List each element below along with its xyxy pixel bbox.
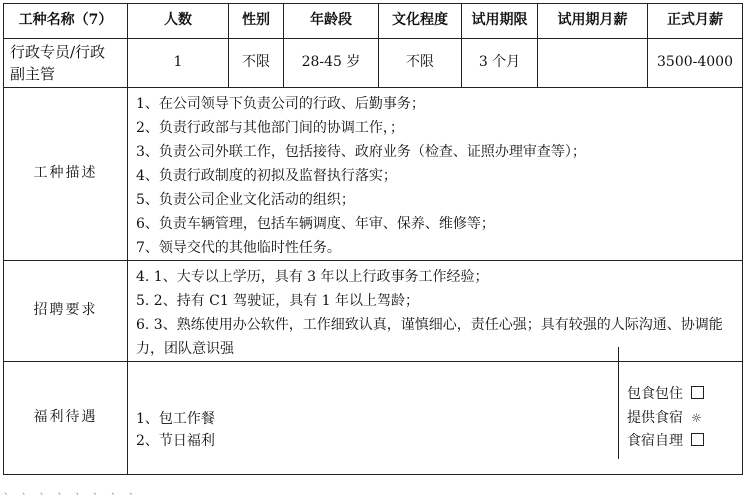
welfare-label: 福利待遇: [4, 362, 128, 475]
position-probation-salary: [538, 39, 648, 88]
welfare-item: 1、包工作餐: [136, 411, 215, 427]
job-name-line-1: 行政专员/行政: [10, 43, 106, 61]
header-job-name: 工种名称（7）: [4, 4, 128, 39]
header-education: 文化程度: [379, 4, 462, 39]
header-gender: 性别: [229, 4, 284, 39]
requirement-item: 4. 1、大专以上学历，具有 3 年以上行政事务工作经验；: [136, 269, 489, 285]
description-row: [4, 88, 743, 261]
header-row: [4, 4, 743, 39]
position-education: 不限: [379, 39, 462, 88]
description-item: 4、负责行政制度的初拟及监督执行落实；: [136, 168, 397, 184]
position-gender: 不限: [229, 39, 284, 88]
option-label: 提供食宿: [627, 410, 683, 426]
requirement-item: 6. 3、熟练使用办公软件，工作细致认真，谨慎细心，责任心强；具有较强的人际沟通、协调能力，团队意识强: [136, 317, 723, 357]
sun-symbol-icon[interactable]: ☼: [691, 411, 702, 425]
position-regular-salary: 3500-4000: [648, 39, 743, 88]
position-job-name: [4, 39, 128, 88]
header-age-range: 年龄段: [284, 4, 379, 39]
accommodation-options: [618, 347, 742, 459]
position-probation: 3 个月: [462, 39, 538, 88]
requirement-item: 5. 2、持有 C1 驾驶证，具有 1 年以上驾龄；: [136, 293, 420, 309]
option-label: 食宿自理: [627, 433, 683, 449]
footer-text: 、 、 、 、 、 、 、 、: [4, 487, 142, 497]
description-list: [128, 88, 743, 261]
header-probation: 试用期限: [462, 4, 538, 39]
option-label: 包食包住: [627, 386, 683, 402]
description-item: 3、负责公司外联工作，包括接待、政府业务（检查、证照办理审查等）；: [136, 144, 586, 160]
description-label: 工种描述: [4, 88, 128, 261]
checkbox-icon[interactable]: [691, 386, 704, 399]
description-item: 1、在公司领导下负责公司的行政、后勤事务；: [136, 96, 425, 112]
option-provide-meals-lodging[interactable]: [627, 407, 702, 427]
option-self-arranged[interactable]: [627, 430, 704, 450]
description-item: 7、领导交代的其他临时性任务。: [136, 240, 341, 256]
position-age-range: 28-45 岁: [284, 39, 379, 88]
job-name-line-2: 副主管: [10, 65, 56, 83]
description-item: 2、负责行政部与其他部门间的协调工作，；: [136, 120, 404, 136]
description-item: 6、负责车辆管理，包括车辆调度、年审、保养、维修等；: [136, 216, 495, 232]
welfare-items: [136, 408, 215, 452]
welfare-item: 2、节日福利: [136, 433, 215, 449]
header-probation-salary: 试用期月薪: [538, 4, 648, 39]
checkbox-icon[interactable]: [691, 433, 704, 446]
position-headcount: 1: [128, 39, 229, 88]
requirements-label: 招聘要求: [4, 261, 128, 362]
description-item: 5、负责公司企业文化活动的组织；: [136, 192, 355, 208]
header-headcount: 人数: [128, 4, 229, 39]
position-row: [4, 39, 743, 88]
option-room-and-board[interactable]: [627, 383, 704, 403]
header-regular-salary: 正式月薪: [648, 4, 743, 39]
